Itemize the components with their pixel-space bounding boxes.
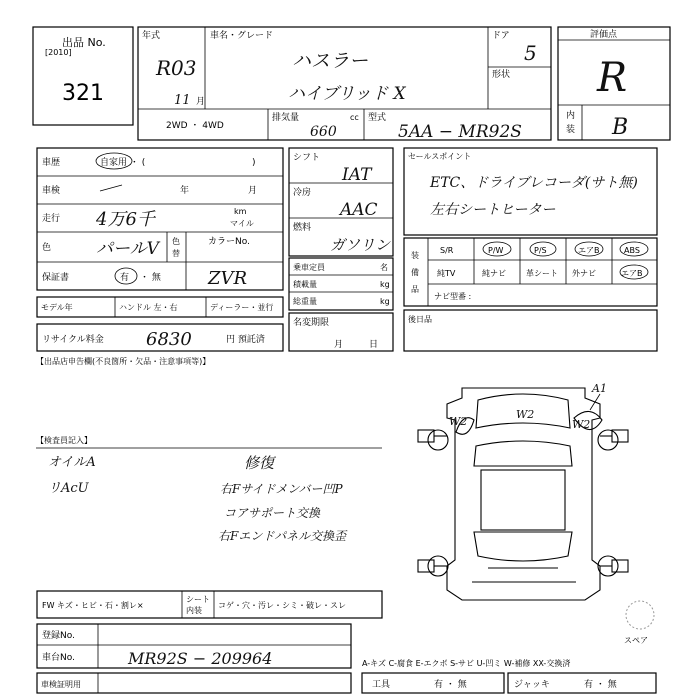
equip-ext-navi: 外ナビ [572, 269, 596, 278]
equipment-label-2: 備 [411, 268, 419, 277]
recycle-unit: 円 預託済 [226, 335, 265, 345]
sales-label: セールスポイント [408, 152, 472, 161]
damage-mark: W2 [572, 418, 591, 431]
vehicle-box [138, 27, 551, 142]
month-value: 11 [174, 93, 191, 108]
inspector-note-right: コアサポート交換 [224, 506, 321, 520]
warranty-yes: 有 [120, 273, 130, 283]
year-label: 年式 [142, 31, 161, 41]
damage-legend: A-キズ C-腐食 E-エクボ S-サビ U-凹ミ W-補修 XX-交換済 [362, 659, 571, 668]
seller-notes-label: 【出品店申告欄(不良箇所・欠品・注意事項等)】 [36, 357, 211, 366]
name-change-box [289, 313, 404, 351]
model-year-row [37, 297, 283, 317]
history-options: 自家用 ・ ( [100, 158, 146, 168]
shape-label: 形状 [492, 70, 511, 80]
inspector-note-right: 右Fサイドメンバー凹P [220, 482, 343, 496]
color-value: パールV [96, 239, 159, 259]
history-close: ) [252, 158, 256, 168]
model-year-label: モデル年 [41, 303, 73, 312]
interior-value: B [612, 115, 629, 140]
color-no-label: カラーNo. [208, 237, 250, 247]
mechanics-box [289, 148, 393, 256]
navi-model-label: ナビ型番 : [434, 292, 472, 301]
capacity-label: 乗車定員 [293, 263, 325, 272]
later-frame [404, 310, 657, 351]
mileage-value: 4万6千 [96, 209, 155, 230]
inspector-note-left: リAcU [48, 481, 89, 496]
fw-label: FW キズ・ヒビ・石・割レ× [42, 601, 144, 610]
mileage-label: 走行 [42, 214, 61, 224]
score-label: 評価点 [590, 30, 618, 40]
model-code-label: 型式 [368, 113, 387, 123]
seat-label-1: シート [186, 595, 210, 604]
recycle-label: リサイクル料金 [42, 335, 104, 345]
dealer-label: ディーラー・並行 [210, 303, 274, 312]
lot-code: [2010] [45, 48, 72, 57]
history-box [37, 148, 283, 290]
spare-label: スペア [624, 636, 648, 645]
load-unit: kg [380, 280, 390, 289]
warranty-label: 保証書 [42, 273, 70, 283]
fuel-label: 燃料 [293, 223, 312, 233]
inspector-note-left: オイルA [48, 455, 96, 470]
equip-sr: S/R [440, 246, 454, 255]
sales-box [404, 148, 657, 235]
tools-row [362, 673, 656, 693]
lot-box [33, 27, 133, 125]
name-change-label: 名変期限 [293, 318, 330, 328]
month-unit: 月 [196, 97, 206, 107]
inspector-note-right: 右Fエンドパネル交換歪 [218, 529, 347, 543]
interior-label-1: 内 [566, 111, 576, 121]
sales-line-1: ETC、ドライブレコーダ(サト無) [430, 175, 638, 191]
door-value: 5 [524, 41, 537, 65]
equip-navi: 純ナビ [482, 269, 506, 278]
color-change-1: 色 [172, 237, 180, 246]
door-label: ドア [492, 31, 510, 41]
registration-box [37, 624, 351, 668]
history-label: 車歴 [42, 158, 61, 168]
capacity-unit: 名 [380, 263, 388, 272]
displacement-value: 660 [310, 124, 337, 140]
model-code-value: 5AA − MR92S [398, 122, 522, 142]
car-name-value: ハスラー [292, 50, 369, 72]
shift-label: シフト [293, 153, 321, 163]
warranty-no: ・ 無 [140, 273, 161, 283]
color-no-value: ZVR [208, 268, 248, 289]
inspector-notes [48, 454, 348, 543]
seat-codes: コゲ・穴・汚レ・シミ・破レ・スレ [218, 601, 346, 610]
shaken-year-unit: 年 [180, 186, 190, 196]
weight-label: 総重量 [293, 297, 317, 306]
shaken-label: 車検 [42, 186, 61, 196]
car-diagram [418, 382, 654, 645]
km-unit: km [234, 207, 247, 216]
inspector-note-right: 修復 [244, 454, 275, 472]
year-value: R03 [156, 56, 197, 80]
later-box [404, 310, 657, 351]
cert-label: 車検証明用 [41, 680, 81, 689]
name-change-unit: 月日 [334, 340, 405, 350]
cert-row [37, 673, 351, 693]
equipment-box [404, 238, 657, 306]
lot-label: 出品 No. [62, 36, 106, 49]
jack-value: 有 ・ 無 [584, 680, 617, 690]
color-change-2: 替 [172, 249, 180, 258]
equip-tv: 純TV [437, 269, 456, 278]
reg-label: 登録No. [42, 631, 75, 641]
ac-value: AAC [340, 200, 378, 220]
equip-airbag: エアB [578, 246, 600, 255]
lot-number: 321 [62, 81, 104, 106]
displacement-unit: cc [350, 113, 359, 122]
damage-mark: A1 [592, 382, 607, 395]
capacity-box [289, 258, 393, 310]
jack-label: ジャッキ [514, 680, 550, 690]
load-label: 積載量 [293, 280, 317, 289]
sales-frame [404, 148, 657, 235]
score-value: R [597, 55, 628, 101]
damage-mark: W2 [516, 408, 535, 421]
grade-value: ハイブリッド X [288, 84, 406, 104]
shift-value: IAT [342, 165, 372, 185]
equipment-label-3: 品 [411, 285, 419, 294]
handle-label: ハンドル 左・右 [119, 303, 178, 312]
displacement-label: 排気量 [272, 113, 300, 123]
drive-label: 2WD ・ 4WD [166, 121, 224, 131]
equip-pw: P/W [488, 246, 504, 255]
rating-box [558, 27, 670, 140]
fw-row [37, 591, 382, 618]
equip-leather: 革シート [526, 269, 558, 278]
tools-label: 工具 [372, 680, 391, 690]
damage-mark: W2 [449, 415, 468, 428]
shaken-month-unit: 月 [248, 186, 258, 196]
color-label: 色 [42, 243, 52, 253]
weight-unit: kg [380, 297, 390, 306]
equip-airbag-2: エアB [621, 269, 643, 278]
tools-value: 有 ・ 無 [434, 680, 467, 690]
equip-abs: ABS [624, 246, 640, 255]
inspector-label: 【検査員記入】 [36, 436, 92, 445]
seat-label-2: 内装 [186, 606, 202, 615]
chassis-label: 車台No. [42, 653, 75, 663]
cert-frame [37, 673, 351, 693]
chassis-value: MR92S − 209964 [128, 649, 273, 668]
later-label: 後日品 [408, 315, 432, 324]
car-name-label: 車名・グレード [210, 31, 274, 41]
equip-ps: P/S [534, 246, 547, 255]
recycle-value: 6830 [146, 329, 192, 350]
mile-unit: マイル [230, 219, 254, 228]
equipment-label-1: 装 [411, 251, 419, 260]
spare-tire-icon [626, 601, 654, 629]
recycle-row [37, 324, 283, 351]
ac-label: 冷房 [293, 188, 312, 198]
interior-label-2: 装 [566, 125, 576, 135]
fuel-value: ガソリン [330, 236, 391, 254]
sales-line-2: 左右シートヒーター [430, 202, 556, 218]
